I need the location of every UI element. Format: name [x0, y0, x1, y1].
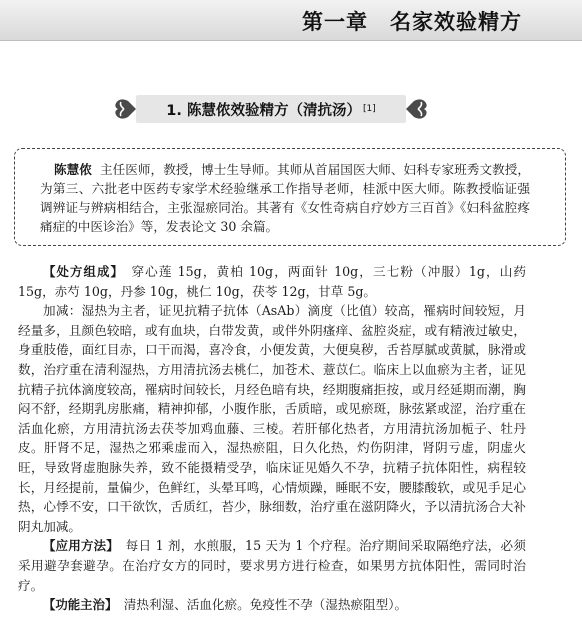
- footnote-ref[interactable]: [1]: [362, 104, 376, 114]
- section-title-box: [136, 95, 406, 123]
- main-content: [18, 262, 526, 615]
- doctor-name: 陈慧侬: [54, 162, 92, 177]
- left-ornament-icon: [110, 95, 138, 123]
- composition-paragraph: [18, 262, 526, 301]
- usage-label: 【应用方法】: [43, 538, 113, 554]
- function-paragraph: [18, 595, 526, 615]
- composition-label: 【处方组成】: [43, 264, 118, 279]
- usage-paragraph: [18, 536, 526, 595]
- chapter-title: 第一章 名家效验精方: [302, 10, 522, 34]
- function-text: 清热利湿、活血化瘀。免疫性不孕（湿热瘀阻型）。: [123, 597, 408, 613]
- section-heading: [110, 95, 430, 125]
- biography-text: 主任医师，教授，博士生导师。其师从首届国医大师、妇科专家班秀文教授，为第三、六批老中医药专家学术经验继承工作指导老师，桂派中医大师。陈教授临证强调辨证与辨病相结合，主张湿瘀同治。其著有《女性奇病自疗妙方三百首》《妇科盆腔疼痛症的中医诊治》等，发表论文 30 余篇。: [40, 162, 531, 234]
- function-label: 【功能主治】: [43, 597, 112, 613]
- modifications-paragraph: 加减：湿热为主者，证见抗精子抗体（AsAb）滴度（比值）较高，罹病时间较短，月经量多，且颜色较暗，或有血块，白带发黄，或伴外阴瘙痒、盆腔炎症，或有精液过敏史，身重肢倦，面红目赤，口干而渴，喜冷食，小便发黄，大便臭秽，舌苔厚腻或黄腻，脉滑或数，治疗重在清利湿热，方用清抗汤去桃仁，加苍术、薏苡仁。临床上以血瘀为主者，证见抗精子抗体滴度较高，罹病时间较长，月经色暗有块，经期腹痛拒按，或月经延期而潮，胸闷不舒，经期乳房胀痛，精神抑郁，小腹作胀，舌质暗，或见瘀斑，脉弦紧或涩，治疗重在活血化瘀，方用清抗汤去茯苓加鸡血藤、三棱。若肝郁化热者，方用清抗汤加栀子、牡丹皮。肝肾不足，湿热之邪乘虚而入，湿热瘀阻，日久化热，灼伤阴津，肾阴亏虚，阴虚火旺，导致肾虚胞脉失养，致不能摄精受孕，临床证见婚久不孕，抗精子抗体阳性，病程较长，月经提前，量偏少，色鲜红，头晕耳鸣，心情烦躁，睡眠不安，腰膝酸软，或见手足心热，心悸不安，口干欲饮，舌质红，苔少，脉细数，治疗重在滋阴降火，予以清抗汤合大补阴丸加减。: [18, 303, 526, 534]
- right-ornament-icon: [404, 95, 432, 123]
- chapter-header-bar: [0, 0, 582, 41]
- usage-text: 每日 1 剂，水煎服，15 天为 1 个疗程。治疗期间采取隔绝疗法，必须采用避孕套避孕。在治疗女方的同时，要求男方进行检查，如果男方抗体阳性，需同时治疗。: [18, 538, 526, 593]
- biography-text-block: [40, 160, 530, 236]
- section-title: 1. 陈慧侬效验精方（清抗汤）: [166, 102, 361, 119]
- composition-text: 穿心莲 15g，黄柏 10g，两面针 10g，三七粉（冲服）1g，山药 15g，赤芍 10g，丹参 10g，桃仁 10g，茯苓 12g，甘草 5g。: [18, 264, 526, 299]
